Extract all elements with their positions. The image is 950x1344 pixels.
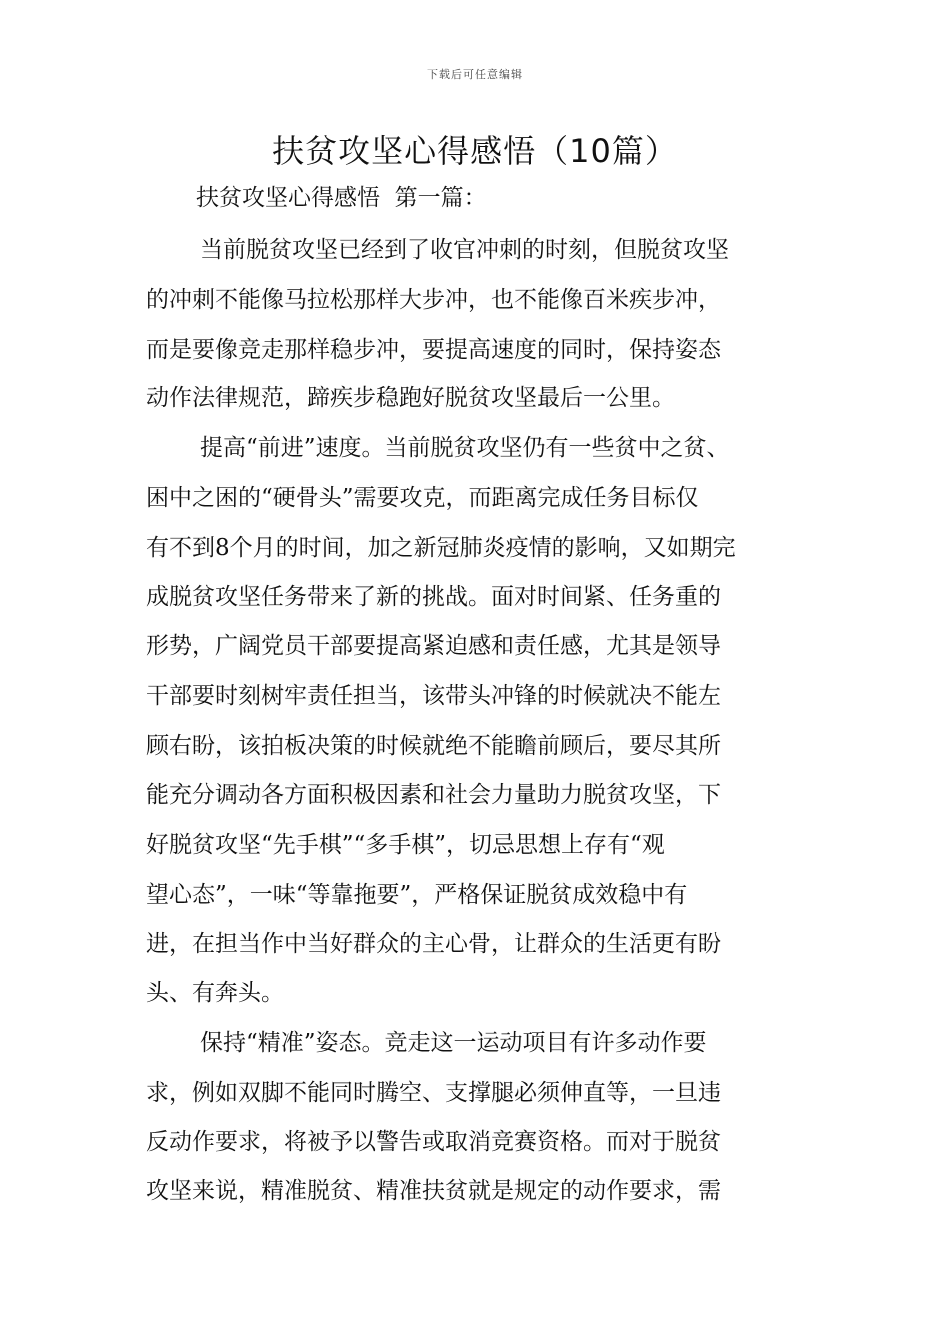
paragraph-1-line-3: 而是要像竞走那样稳步冲，要提高速度的同时，保持姿态	[146, 337, 721, 363]
paragraph-3-line-1: 保持“精准”姿态。竞走这一运动项目有许多动作要	[200, 1030, 707, 1056]
paragraph-2-line-3: 有不到8个月的时间，加之新冠肺炎疫情的影响，又如期完	[146, 535, 736, 561]
paragraph-2-line-4: 成脱贫攻坚任务带来了新的挑战。面对时间紧、任务重的	[146, 584, 721, 610]
document-title: 扶贫攻坚心得感悟（10篇）	[272, 132, 678, 170]
paragraph-2-line-6: 干部要时刻树牢责任担当，该带头冲锋的时候就决不能左	[146, 683, 721, 709]
paragraph-2-line-10: 望心态”，一味“等靠拖要”，严格保证脱贫成效稳中有	[146, 882, 688, 908]
paragraph-2-line-1: 提高“前进”速度。当前脱贫攻坚仍有一些贫中之贫、	[200, 435, 730, 461]
paragraph-2-line-12: 头、有奔头。	[146, 980, 284, 1006]
paragraph-1-line-2: 的冲刺不能像马拉松那样大步冲，也不能像百米疾步冲，	[146, 287, 721, 313]
paragraph-2-line-7: 顾右盼，该拍板决策的时候就绝不能瞻前顾后，要尽其所	[146, 733, 721, 759]
paragraph-1-line-4: 动作法律规范，蹄疾步稳跑好脱贫攻坚最后一公里。	[146, 385, 675, 411]
paragraph-2-line-9: 好脱贫攻坚“先手棋”“多手棋”，切忌思想上存有“观	[146, 832, 665, 858]
paragraph-2-line-5: 形势，广阔党员干部要提高紧迫感和责任感，尤其是领导	[146, 633, 721, 659]
paragraph-3-line-3: 反动作要求，将被予以警告或取消竞赛资格。而对于脱贫	[146, 1129, 721, 1155]
paragraph-3-line-4: 攻坚来说，精准脱贫、精准扶贫就是规定的动作要求，需	[146, 1178, 721, 1204]
paragraph-2-line-11: 进，在担当作中当好群众的主心骨，让群众的生活更有盼	[146, 931, 721, 957]
header-note: 下载后可任意编辑	[427, 68, 523, 81]
section-subtitle: 扶贫攻坚心得感悟 第一篇：	[196, 185, 487, 211]
paragraph-2-line-8: 能充分调动各方面积极因素和社会力量助力脱贫攻坚，下	[146, 782, 721, 808]
paragraph-1-line-1: 当前脱贫攻坚已经到了收官冲刺的时刻，但脱贫攻坚	[200, 237, 729, 263]
paragraph-2-line-2: 困中之困的“硬骨头”需要攻克，而距离完成任务目标仅	[146, 485, 699, 511]
paragraph-3-line-2: 求，例如双脚不能同时腾空、支撑腿必须伸直等，一旦违	[146, 1080, 721, 1106]
